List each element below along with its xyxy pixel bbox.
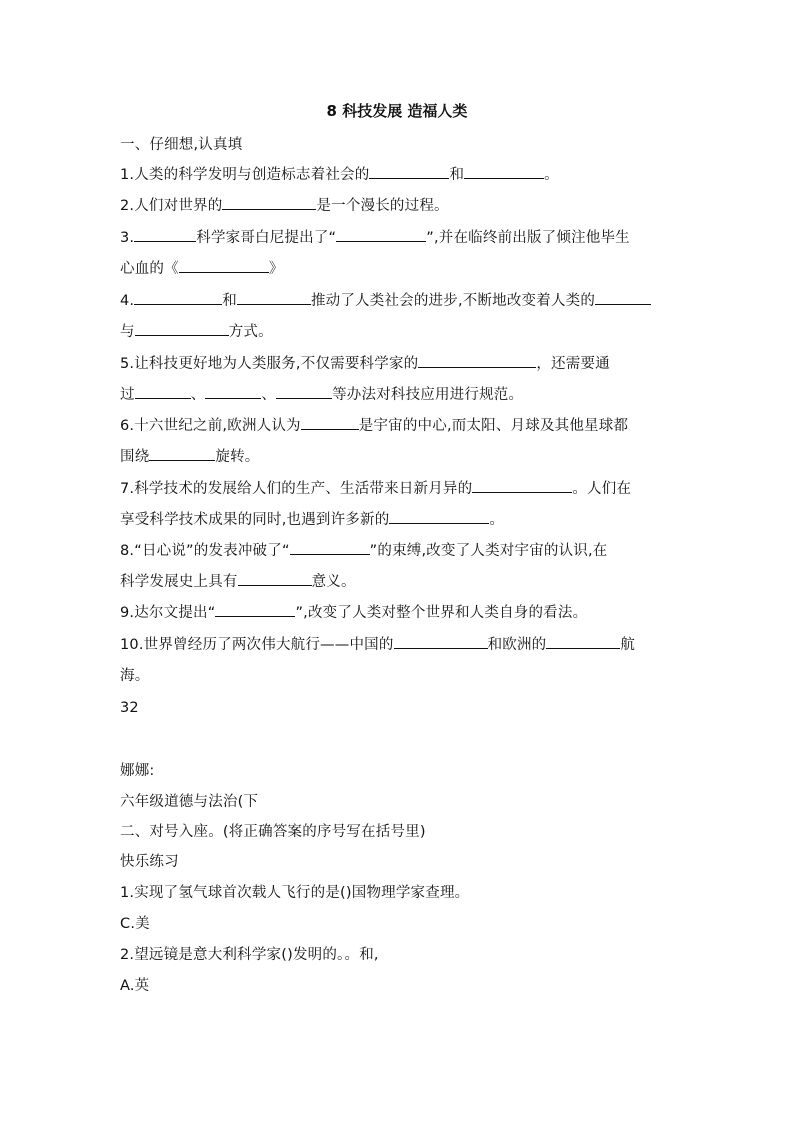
question-1: 1.人类的科学发明与创造标志着社会的 和 。 [120, 164, 676, 186]
question-8-cont: 科学发展史上具有 意义。 [120, 571, 676, 593]
mc-question-2: 2.望远镜是意大利科学家()发明的。。和, [120, 947, 379, 963]
answer-blank[interactable] [238, 571, 312, 586]
name-line: 娜娜: [120, 763, 155, 779]
answer-blank[interactable] [215, 602, 295, 617]
page-number: 32 [120, 700, 139, 716]
question-6-cont: 围绕 旋转。 [120, 446, 676, 468]
answer-blank[interactable] [472, 478, 572, 493]
answer-blank[interactable] [464, 164, 544, 179]
answer-blank[interactable] [135, 321, 229, 336]
mc-option: C.美 [120, 916, 150, 932]
question-5-cont: 过 、 、 等办法对科技应用进行规范。 [120, 384, 676, 406]
grade-line: 六年级道德与法治(下 [120, 794, 259, 810]
question-8: 8.“日心说”的发表冲破了“ ”的束缚,改变了人类对宇宙的认识,在 [120, 540, 676, 562]
practice-label: 快乐练习 [120, 854, 179, 870]
mc-question-1: 1.实现了氢气球首次载人飞行的是()国物理学家查理。 [120, 885, 470, 901]
question-3: 3. 科学家哥白尼提出了“ ”,并在临终前出版了倾注他毕生 [120, 227, 676, 249]
question-7: 7.科学技术的发展给人们的生产、生活带来日新月异的 。人们在 [120, 478, 676, 500]
question-7-cont: 享受科学技术成果的同时,也遇到许多新的 。 [120, 509, 676, 531]
mc-option: A.英 [120, 978, 150, 994]
answer-blank[interactable] [394, 634, 488, 649]
question-10-cont: 海。 [120, 668, 150, 684]
answer-blank[interactable] [179, 258, 269, 273]
answer-blank[interactable] [290, 540, 370, 555]
answer-blank[interactable] [336, 227, 426, 242]
section2-heading: 二、对号入座。(将正确答案的序号写在括号里) [120, 824, 426, 840]
answer-blank[interactable] [595, 290, 651, 305]
page-title: 8 科技发展 造福人类 [326, 102, 468, 120]
answer-blank[interactable] [301, 415, 359, 430]
question-3-cont: 心血的《 》 [120, 258, 676, 280]
answer-blank[interactable] [546, 634, 620, 649]
answer-blank[interactable] [276, 384, 332, 399]
question-4-cont: 与 方式。 [120, 321, 676, 343]
answer-blank[interactable] [135, 384, 191, 399]
answer-blank[interactable] [389, 509, 489, 524]
answer-blank[interactable] [149, 446, 215, 461]
section1-heading: 一、仔细想,认真填 [120, 137, 243, 153]
question-4: 4. 和 推动了人类社会的进步,不断地改变着人类的 [120, 290, 676, 312]
question-5: 5.让科技更好地为人类服务,不仅需要科学家的 ，还需要通 [120, 353, 676, 375]
answer-blank[interactable] [237, 290, 311, 305]
answer-blank[interactable] [222, 195, 316, 210]
answer-blank[interactable] [205, 384, 261, 399]
answer-blank[interactable] [134, 290, 222, 305]
answer-blank[interactable] [369, 164, 449, 179]
answer-blank[interactable] [134, 227, 196, 242]
question-10: 10.世界曾经历了两次伟大航行——中国的 和欧洲的 航 [120, 634, 676, 656]
answer-blank[interactable] [418, 353, 536, 368]
question-6: 6.十六世纪之前,欧洲人认为 是宇宙的中心,而太阳、月球及其他星球都 [120, 415, 676, 437]
question-9: 9.达尔文提出“ ”,改变了人类对整个世界和人类自身的看法。 [120, 602, 676, 624]
question-2: 2.人们对世界的 是一个漫长的过程。 [120, 195, 676, 217]
